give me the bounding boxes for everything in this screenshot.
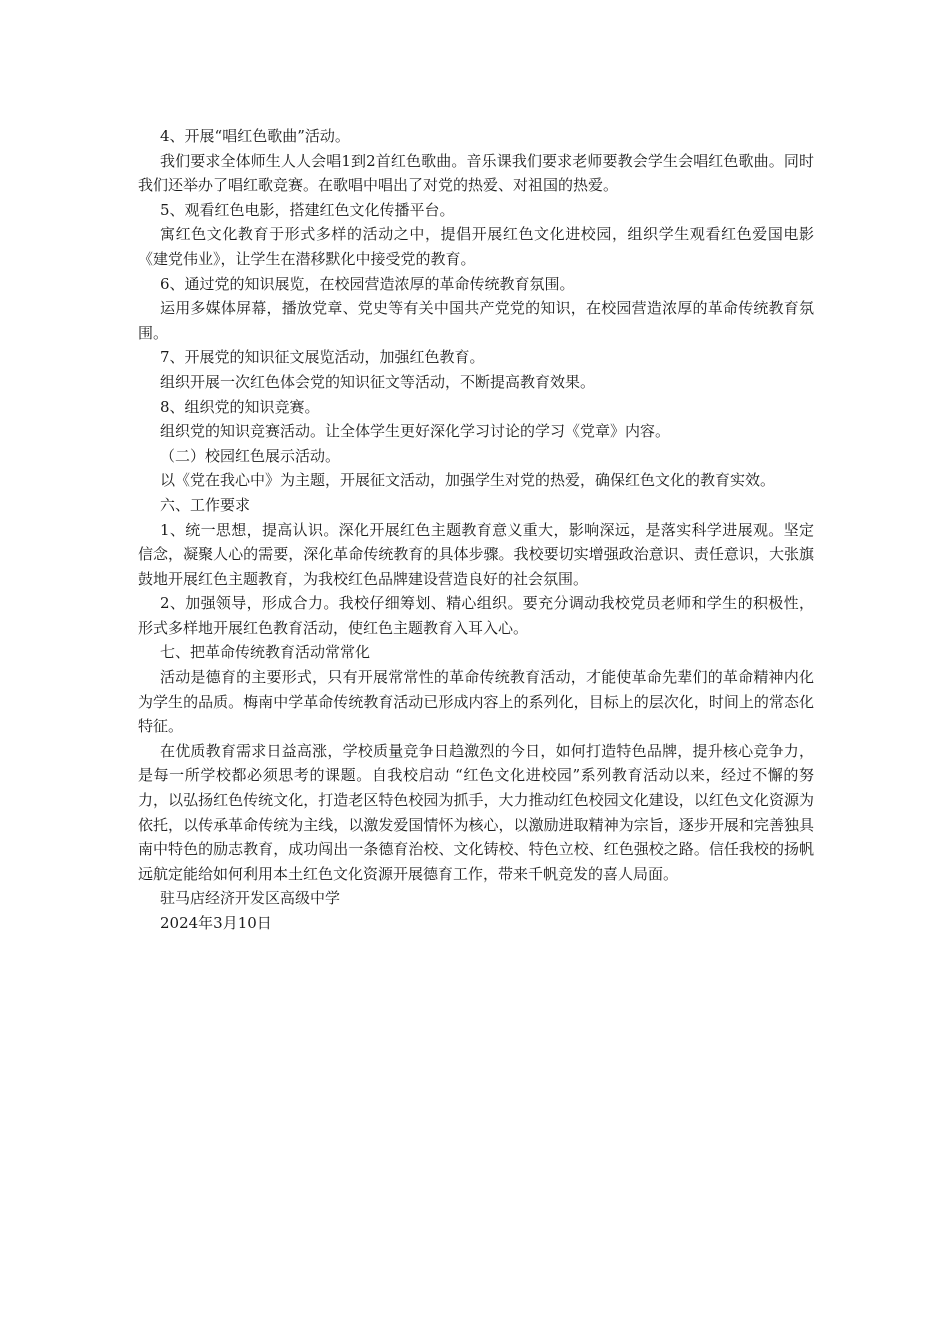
- heading-item-8: 8、组织党的知识竞赛。: [160, 397, 320, 416]
- paragraph-item-7: 组织开展一次红色体会党的知识征文等活动，不断提高教育效果。: [160, 372, 596, 391]
- section-7-paragraph-1: 活动是德育的主要形式，只有开展常常性的革命传统教育活动，才能使革命先辈们的革命精神内化为学生的品质。梅南中学革命传统教育活动已形成内容上的系列化，目标上的层次化，时间上的常态化特征。: [138, 668, 814, 736]
- heading-item-7: 7、开展党的知识征文展览活动，加强红色教育。: [160, 348, 485, 367]
- document-body: [138, 124, 814, 936]
- subsection-paragraph: 以《党在我心中》为主题，开展征文活动，加强学生对党的热爱，确保红色文化的教育实效。: [160, 471, 776, 490]
- heading-item-6: 6、通过党的知识展览，在校园营造浓厚的革命传统教育氛围。: [160, 274, 575, 293]
- section-heading-7: 七、把革命传统教育活动常常化: [160, 643, 371, 662]
- subsection-heading: （二）校园红色展示活动。: [160, 446, 341, 465]
- heading-item-4: 4、开展“唱红色歌曲”活动。: [160, 127, 350, 145]
- requirement-paragraph-1: 1、统一思想，提高认识。深化开展红色主题教育意义重大，影响深远，是落实科学进展观。坚定信念，凝聚人心的需要，深化革命传统教育的具体步骤。我校要切实增强政治意识、责任意识，大张旗鼓地开展红色主题教育，为我校红色品牌建设营造良好的社会氛围。: [138, 520, 814, 588]
- signature-date: 2024年3月10日: [160, 914, 272, 932]
- section-7-paragraph-2: 在优质教育需求日益高涨，学校质量竞争日趋激烈的今日，如何打造特色品牌，提升核心竞争力，是每一所学校都必须思考的课题。自我校启动 “红色文化进校园”系列教育活动以来，经过不懈的努力，以弘扬红色传统文化，打造老区特色校园为抓手，大力推动红色校园文化建设，以红色文化资源为依托，以传承革命传统为主线，以激发爱国情怀为核心，以激励进取精神为宗旨，逐步开展和完善独具南中特色的励志教育，成功闯出一条德育治校、文化铸校、特色立校、红色强校之路。信任我校的扬帆远航定能给如何利用本土红色文化资源开展德育工作，带来千帆竞发的喜人局面。: [138, 741, 814, 883]
- paragraph-item-8: 组织党的知识竞赛活动。让全体学生更好深化学习讨论的学习《党章》内容。: [160, 422, 671, 441]
- requirement-paragraph-2: 2、加强领导，形成合力。我校仔细筹划、精心组织。要充分调动我校党员老师和学生的积极性，形式多样地开展红色教育活动，使红色主题教育入耳入心。: [138, 594, 814, 637]
- signature-organization: 驻马店经济开发区高级中学: [160, 889, 341, 908]
- paragraph-item-6: 运用多媒体屏幕，播放党章、党史等有关中国共产党党的知识，在校园营造浓厚的革命传统教育氛围。: [138, 299, 814, 342]
- section-heading-6: 六、工作要求: [160, 495, 251, 514]
- paragraph-item-4: 我们要求全体师生人人会唱1到2首红色歌曲。音乐课我们要求老师要教会学生会唱红色歌曲。同时我们还举办了唱红歌竞赛。在歌唱中唱出了对党的热爱、对祖国的热爱。: [138, 151, 814, 195]
- heading-item-5: 5、观看红色电影，搭建红色文化传播平台。: [160, 200, 455, 219]
- paragraph-item-5: 寓红色文化教育于形式多样的活动之中，提倡开展红色文化进校园，组织学生观看红色爱国电影《建党伟业》，让学生在潜移默化中接受党的教育。: [138, 225, 814, 268]
